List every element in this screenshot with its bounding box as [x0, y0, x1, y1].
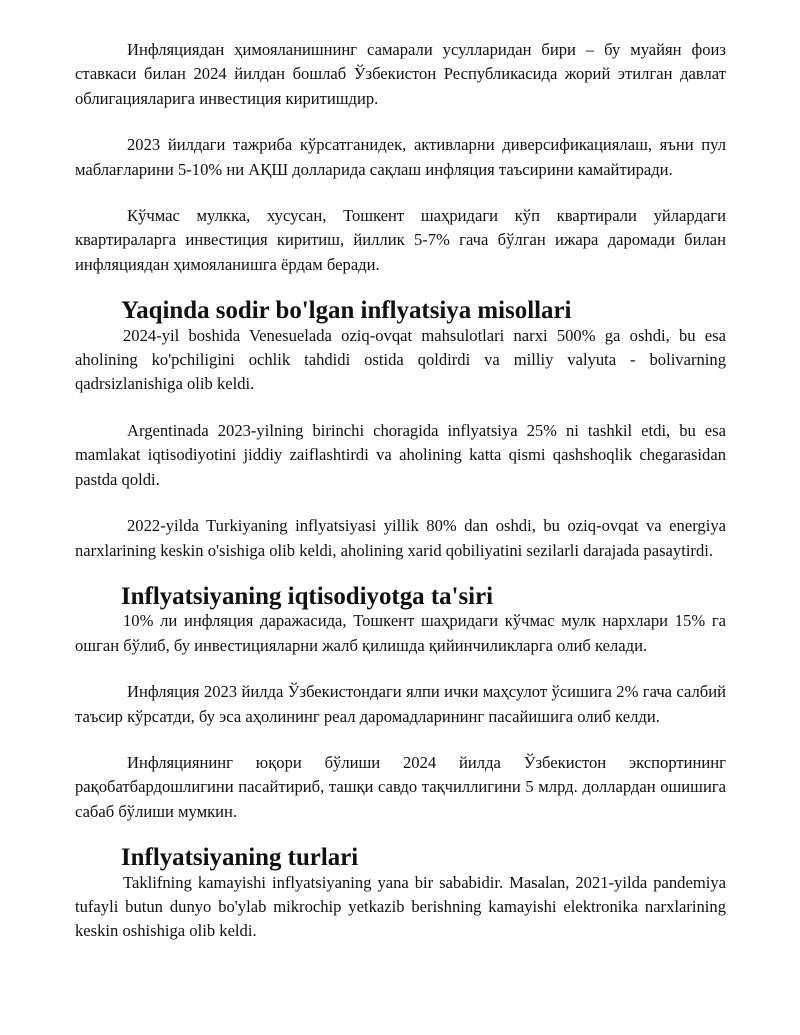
paragraph: Инфляциядан ҳимояланишнинг самарали усулларидан бири – бу муайян фоиз ставкаси билан 2024 йилдан бошлаб Ўзбекистон Республикасида жорий этилган давлат облигацияларига инвестиция киритишдир. — [75, 40, 726, 108]
paragraph: 2024-yil boshida Venesuelada oziq-ovqat mahsulotlari narxi 500% ga oshdi, bu esa aholining ko'pchiligini ochlik tahdidi ostida qoldirdi va milliy valyuta - bolivarning qadrsizlanishiga olib keldi. — [75, 325, 726, 394]
paragraph: Инфляция 2023 йилда Ўзбекистондаги ялпи ички маҳсулот ўсишига 2% гача салбий таъсир кўрсатди, бу эса аҳолининг реал даромадларининг пасайишига олиб келди. — [75, 682, 726, 726]
paragraph: 2023 йилдаги тажриба кўрсатганидек, активларни диверсификациялаш, яъни пул маблағларини 5-10% ни АҚШ долларида сақлаш инфляция таъсирини камайтиради. — [75, 135, 726, 179]
paragraph: 2022-yilda Turkiyaning inflyatsiyasi yillik 80% dan oshdi, bu oziq-ovqat va energiya narxlarining keskin o'sishiga olib keldi, aholining xarid qobiliyatini sezilarli darajada pasaytirdi. — [75, 516, 726, 560]
section-inflation-types — [75, 846, 726, 944]
section-heading: Yaqinda sodir bo'lgan inflyatsiya misollari — [121, 297, 572, 325]
paragraph: 10% ли инфляция даражасида, Тошкент шаҳридаги кўчмас мулк нархлари 15% га ошган бўлиб, бу инвестицияларни жалб қилишда қийинчиликларга олиб келади. — [75, 611, 726, 655]
section-inflation-impact — [75, 582, 726, 824]
section-heading: Inflyatsiyaning iqtisodiyotga ta'siri — [121, 582, 494, 610]
paragraph: Taklifning kamayishi inflyatsiyaning yana bir sababidir. Masalan, 2021-yilda pandemiya tufayli butun dunyo bo'ylab mikrochip yetkazib berishning kamayishi elektronika narxlarining keskin oshishiga olib keldi. — [75, 872, 726, 941]
section-inflation-protection — [75, 38, 726, 277]
paragraph: Инфляциянинг юқори бўлиши 2024 йилда Ўзбекистон экспортининг рақобатбардошлигини пасайтириб, ташқи савдо тақчиллигини 5 млрд. доллардан ошишига сабаб бўлиши мумкин. — [75, 752, 726, 821]
section-recent-inflation-examples — [75, 299, 726, 563]
section-heading: Inflyatsiyaning turlari — [121, 844, 359, 872]
paragraph: Кўчмас мулкка, хусусан, Тошкент шаҳридаги кўп квартирали уйлардаги квартираларга инвестиция киритиш, йиллик 5-7% гача бўлган ижара даромади билан инфляциядан ҳимояланишга ёрдам беради. — [75, 206, 726, 274]
paragraph: Argentinada 2023-yilning birinchi choragida inflyatsiya 25% ni tashkil etdi, bu esa mamlakat iqtisodiyotini jiddiy zaiflashtirdi va aholining katta qismi qashshoqlik chegarasidan pastda qoldi. — [75, 420, 726, 489]
